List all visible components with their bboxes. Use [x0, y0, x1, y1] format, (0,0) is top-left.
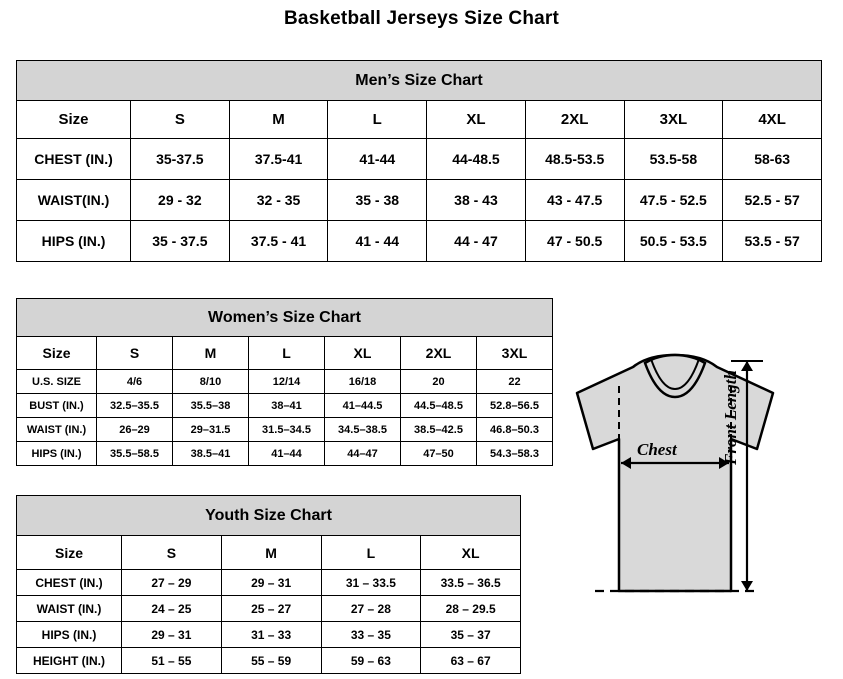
womens-cell-3-5: 54.3–58.3 — [477, 442, 553, 466]
youth-cell-2-3: 35 – 37 — [421, 622, 521, 648]
mens-cell-0-6: 58-63 — [723, 139, 822, 180]
womens-cell-0-4: 20 — [401, 370, 477, 394]
youth-cell-0-2: 31 – 33.5 — [321, 570, 421, 596]
mens-size-chart-table — [16, 60, 822, 262]
jersey-measurement-diagram — [525, 345, 835, 665]
womens-size-chart-table — [16, 298, 553, 466]
mens-row-label-2: HIPS (IN.) — [17, 221, 131, 262]
mens-cell-2-3: 44 - 47 — [427, 221, 526, 262]
womens-cell-3-2: 41–44 — [249, 442, 325, 466]
table-row — [17, 180, 822, 221]
womens-cell-3-4: 47–50 — [401, 442, 477, 466]
table-row — [17, 221, 822, 262]
mens-col-header-5: 2XL — [525, 101, 624, 139]
mens-cell-0-2: 41-44 — [328, 139, 427, 180]
youth-cell-2-0: 29 – 31 — [122, 622, 222, 648]
youth-size-chart-section — [16, 495, 521, 674]
youth-col-header-1: S — [122, 536, 222, 570]
youth-cell-3-3: 63 – 67 — [421, 648, 521, 674]
mens-cell-2-4: 47 - 50.5 — [525, 221, 624, 262]
mens-cell-1-4: 43 - 47.5 — [525, 180, 624, 221]
tshirt-outline-icon — [525, 345, 825, 645]
womens-cell-2-1: 29–31.5 — [173, 418, 249, 442]
mens-cell-2-1: 37.5 - 41 — [229, 221, 328, 262]
mens-cell-0-0: 35-37.5 — [131, 139, 230, 180]
womens-cell-1-5: 52.8–56.5 — [477, 394, 553, 418]
mens-cell-0-4: 48.5-53.5 — [525, 139, 624, 180]
womens-size-chart-section — [16, 298, 553, 466]
womens-col-header-1: S — [97, 337, 173, 370]
youth-col-header-2: M — [221, 536, 321, 570]
mens-cell-1-0: 29 - 32 — [131, 180, 230, 221]
youth-size-chart-table — [16, 495, 521, 674]
youth-cell-1-2: 27 – 28 — [321, 596, 421, 622]
womens-col-header-0: Size — [17, 337, 97, 370]
mens-cell-2-0: 35 - 37.5 — [131, 221, 230, 262]
womens-col-header-6: 3XL — [477, 337, 553, 370]
mens-cell-2-6: 53.5 - 57 — [723, 221, 822, 262]
womens-col-header-4: XL — [325, 337, 401, 370]
womens-cell-0-3: 16/18 — [325, 370, 401, 394]
mens-header-row — [17, 101, 822, 139]
mens-col-header-4: XL — [427, 101, 526, 139]
youth-col-header-3: L — [321, 536, 421, 570]
womens-cell-0-2: 12/14 — [249, 370, 325, 394]
table-row — [17, 139, 822, 180]
womens-row-label-2: WAIST (IN.) — [17, 418, 97, 442]
womens-cell-2-3: 34.5–38.5 — [325, 418, 401, 442]
youth-cell-2-1: 31 – 33 — [221, 622, 321, 648]
youth-row-label-1: WAIST (IN.) — [17, 596, 122, 622]
mens-col-header-0: Size — [17, 101, 131, 139]
womens-col-header-3: L — [249, 337, 325, 370]
mens-chart-title: Men’s Size Chart — [17, 61, 822, 101]
youth-row-label-0: CHEST (IN.) — [17, 570, 122, 596]
chest-measurement-label: Chest — [637, 440, 677, 459]
womens-cell-2-0: 26–29 — [97, 418, 173, 442]
front-length-measurement-label: Front Length — [721, 370, 740, 465]
youth-cell-0-1: 29 – 31 — [221, 570, 321, 596]
youth-cell-1-3: 28 – 29.5 — [421, 596, 521, 622]
womens-cell-0-1: 8/10 — [173, 370, 249, 394]
mens-cell-1-3: 38 - 43 — [427, 180, 526, 221]
mens-cell-1-6: 52.5 - 57 — [723, 180, 822, 221]
table-row — [17, 442, 553, 466]
womens-chart-title: Women’s Size Chart — [17, 299, 553, 337]
table-row — [17, 570, 521, 596]
womens-row-label-3: HIPS (IN.) — [17, 442, 97, 466]
womens-cell-1-2: 38–41 — [249, 394, 325, 418]
youth-chart-title: Youth Size Chart — [17, 496, 521, 536]
womens-cell-2-2: 31.5–34.5 — [249, 418, 325, 442]
youth-row-label-3: HEIGHT (IN.) — [17, 648, 122, 674]
mens-cell-0-3: 44-48.5 — [427, 139, 526, 180]
table-row — [17, 622, 521, 648]
mens-cell-0-5: 53.5-58 — [624, 139, 723, 180]
youth-row-label-2: HIPS (IN.) — [17, 622, 122, 648]
youth-header-row — [17, 536, 521, 570]
womens-cell-1-3: 41–44.5 — [325, 394, 401, 418]
womens-cell-0-0: 4/6 — [97, 370, 173, 394]
womens-header-row — [17, 337, 553, 370]
mens-cell-0-1: 37.5-41 — [229, 139, 328, 180]
womens-cell-1-1: 35.5–38 — [173, 394, 249, 418]
youth-cell-0-3: 33.5 – 36.5 — [421, 570, 521, 596]
mens-cell-1-2: 35 - 38 — [328, 180, 427, 221]
mens-col-header-1: S — [131, 101, 230, 139]
womens-cell-1-4: 44.5–48.5 — [401, 394, 477, 418]
womens-col-header-5: 2XL — [401, 337, 477, 370]
mens-row-label-0: CHEST (IN.) — [17, 139, 131, 180]
womens-col-header-2: M — [173, 337, 249, 370]
youth-cell-1-0: 24 – 25 — [122, 596, 222, 622]
womens-cell-3-1: 38.5–41 — [173, 442, 249, 466]
mens-cell-2-2: 41 - 44 — [328, 221, 427, 262]
youth-col-header-0: Size — [17, 536, 122, 570]
mens-row-label-1: WAIST(IN.) — [17, 180, 131, 221]
womens-cell-3-0: 35.5–58.5 — [97, 442, 173, 466]
womens-cell-1-0: 32.5–35.5 — [97, 394, 173, 418]
youth-cell-1-1: 25 – 27 — [221, 596, 321, 622]
youth-cell-3-0: 51 – 55 — [122, 648, 222, 674]
mens-cell-1-1: 32 - 35 — [229, 180, 328, 221]
mens-col-header-7: 4XL — [723, 101, 822, 139]
mens-col-header-3: L — [328, 101, 427, 139]
womens-cell-3-3: 44–47 — [325, 442, 401, 466]
mens-cell-2-5: 50.5 - 53.5 — [624, 221, 723, 262]
table-row — [17, 596, 521, 622]
youth-cell-2-2: 33 – 35 — [321, 622, 421, 648]
youth-cell-3-2: 59 – 63 — [321, 648, 421, 674]
womens-row-label-1: BUST (IN.) — [17, 394, 97, 418]
womens-cell-2-4: 38.5–42.5 — [401, 418, 477, 442]
womens-row-label-0: U.S. SIZE — [17, 370, 97, 394]
mens-col-header-2: M — [229, 101, 328, 139]
table-row — [17, 418, 553, 442]
mens-cell-1-5: 47.5 - 52.5 — [624, 180, 723, 221]
table-row — [17, 394, 553, 418]
youth-cell-0-0: 27 – 29 — [122, 570, 222, 596]
womens-cell-0-5: 22 — [477, 370, 553, 394]
youth-col-header-4: XL — [421, 536, 521, 570]
page-title: Basketball Jerseys Size Chart — [283, 8, 560, 29]
mens-size-chart-section — [16, 60, 822, 262]
table-row — [17, 648, 521, 674]
mens-col-header-6: 3XL — [624, 101, 723, 139]
womens-cell-2-5: 46.8–50.3 — [477, 418, 553, 442]
youth-cell-3-1: 55 – 59 — [221, 648, 321, 674]
table-row — [17, 370, 553, 394]
